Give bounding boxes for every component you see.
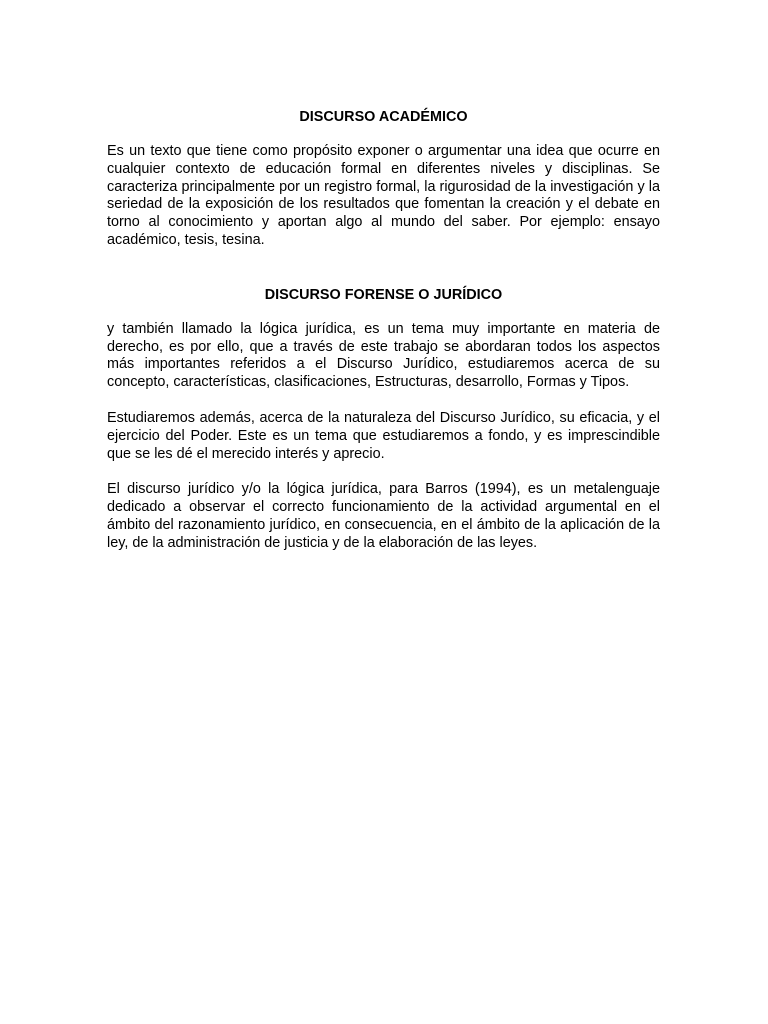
paragraph-juridico-2: Estudiaremos además, acerca de la naturaleza del Discurso Jurídico, su eficacia, y el ejercicio del Poder. Este es un tema que estudiaremos a fondo, y es imprescindible que se les dé el merecido interés y aprecio. [107,409,660,462]
paragraph-juridico-1: y también llamado la lógica jurídica, es un tema muy importante en materia de derecho, es por ello, que a través de este trabajo se abordaran todos los aspectos más importantes referidos a el Discurso Jurídico, estudiaremos acerca de su concepto, características, clasificaciones, Estructuras, desarrollo, Formas y Tipos. [107,320,660,391]
paragraph-academico: Es un texto que tiene como propósito exponer o argumentar una idea que ocurre en cualquier contexto de educación formal en diferentes niveles y disciplinas. Se caracteriza principalmente por un registro formal, la rigurosidad de la investigación y la seriedad de la exposición de los resultados que fomentan la creación y el debate en torno al conocimiento y aportan algo al mundo del saber. Por ejemplo: ensayo académico, tesis, tesina. [107,143,660,248]
section-title-academico: DISCURSO ACADÉMICO [299,109,468,125]
paragraph-juridico-3: El discurso jurídico y/o la lógica jurídica, para Barros (1994), es un metalenguaje dedicado a observar el correcto funcionamiento de la actividad argumental en el ámbito del razonamiento jurídico, en consecuencia, en el ámbito de la aplicación de la ley, de la administración de justicia y de la elaboración de las leyes. [107,481,660,551]
section-title-juridico: DISCURSO FORENSE O JURÍDICO [264,286,503,303]
document-page [107,108,660,553]
